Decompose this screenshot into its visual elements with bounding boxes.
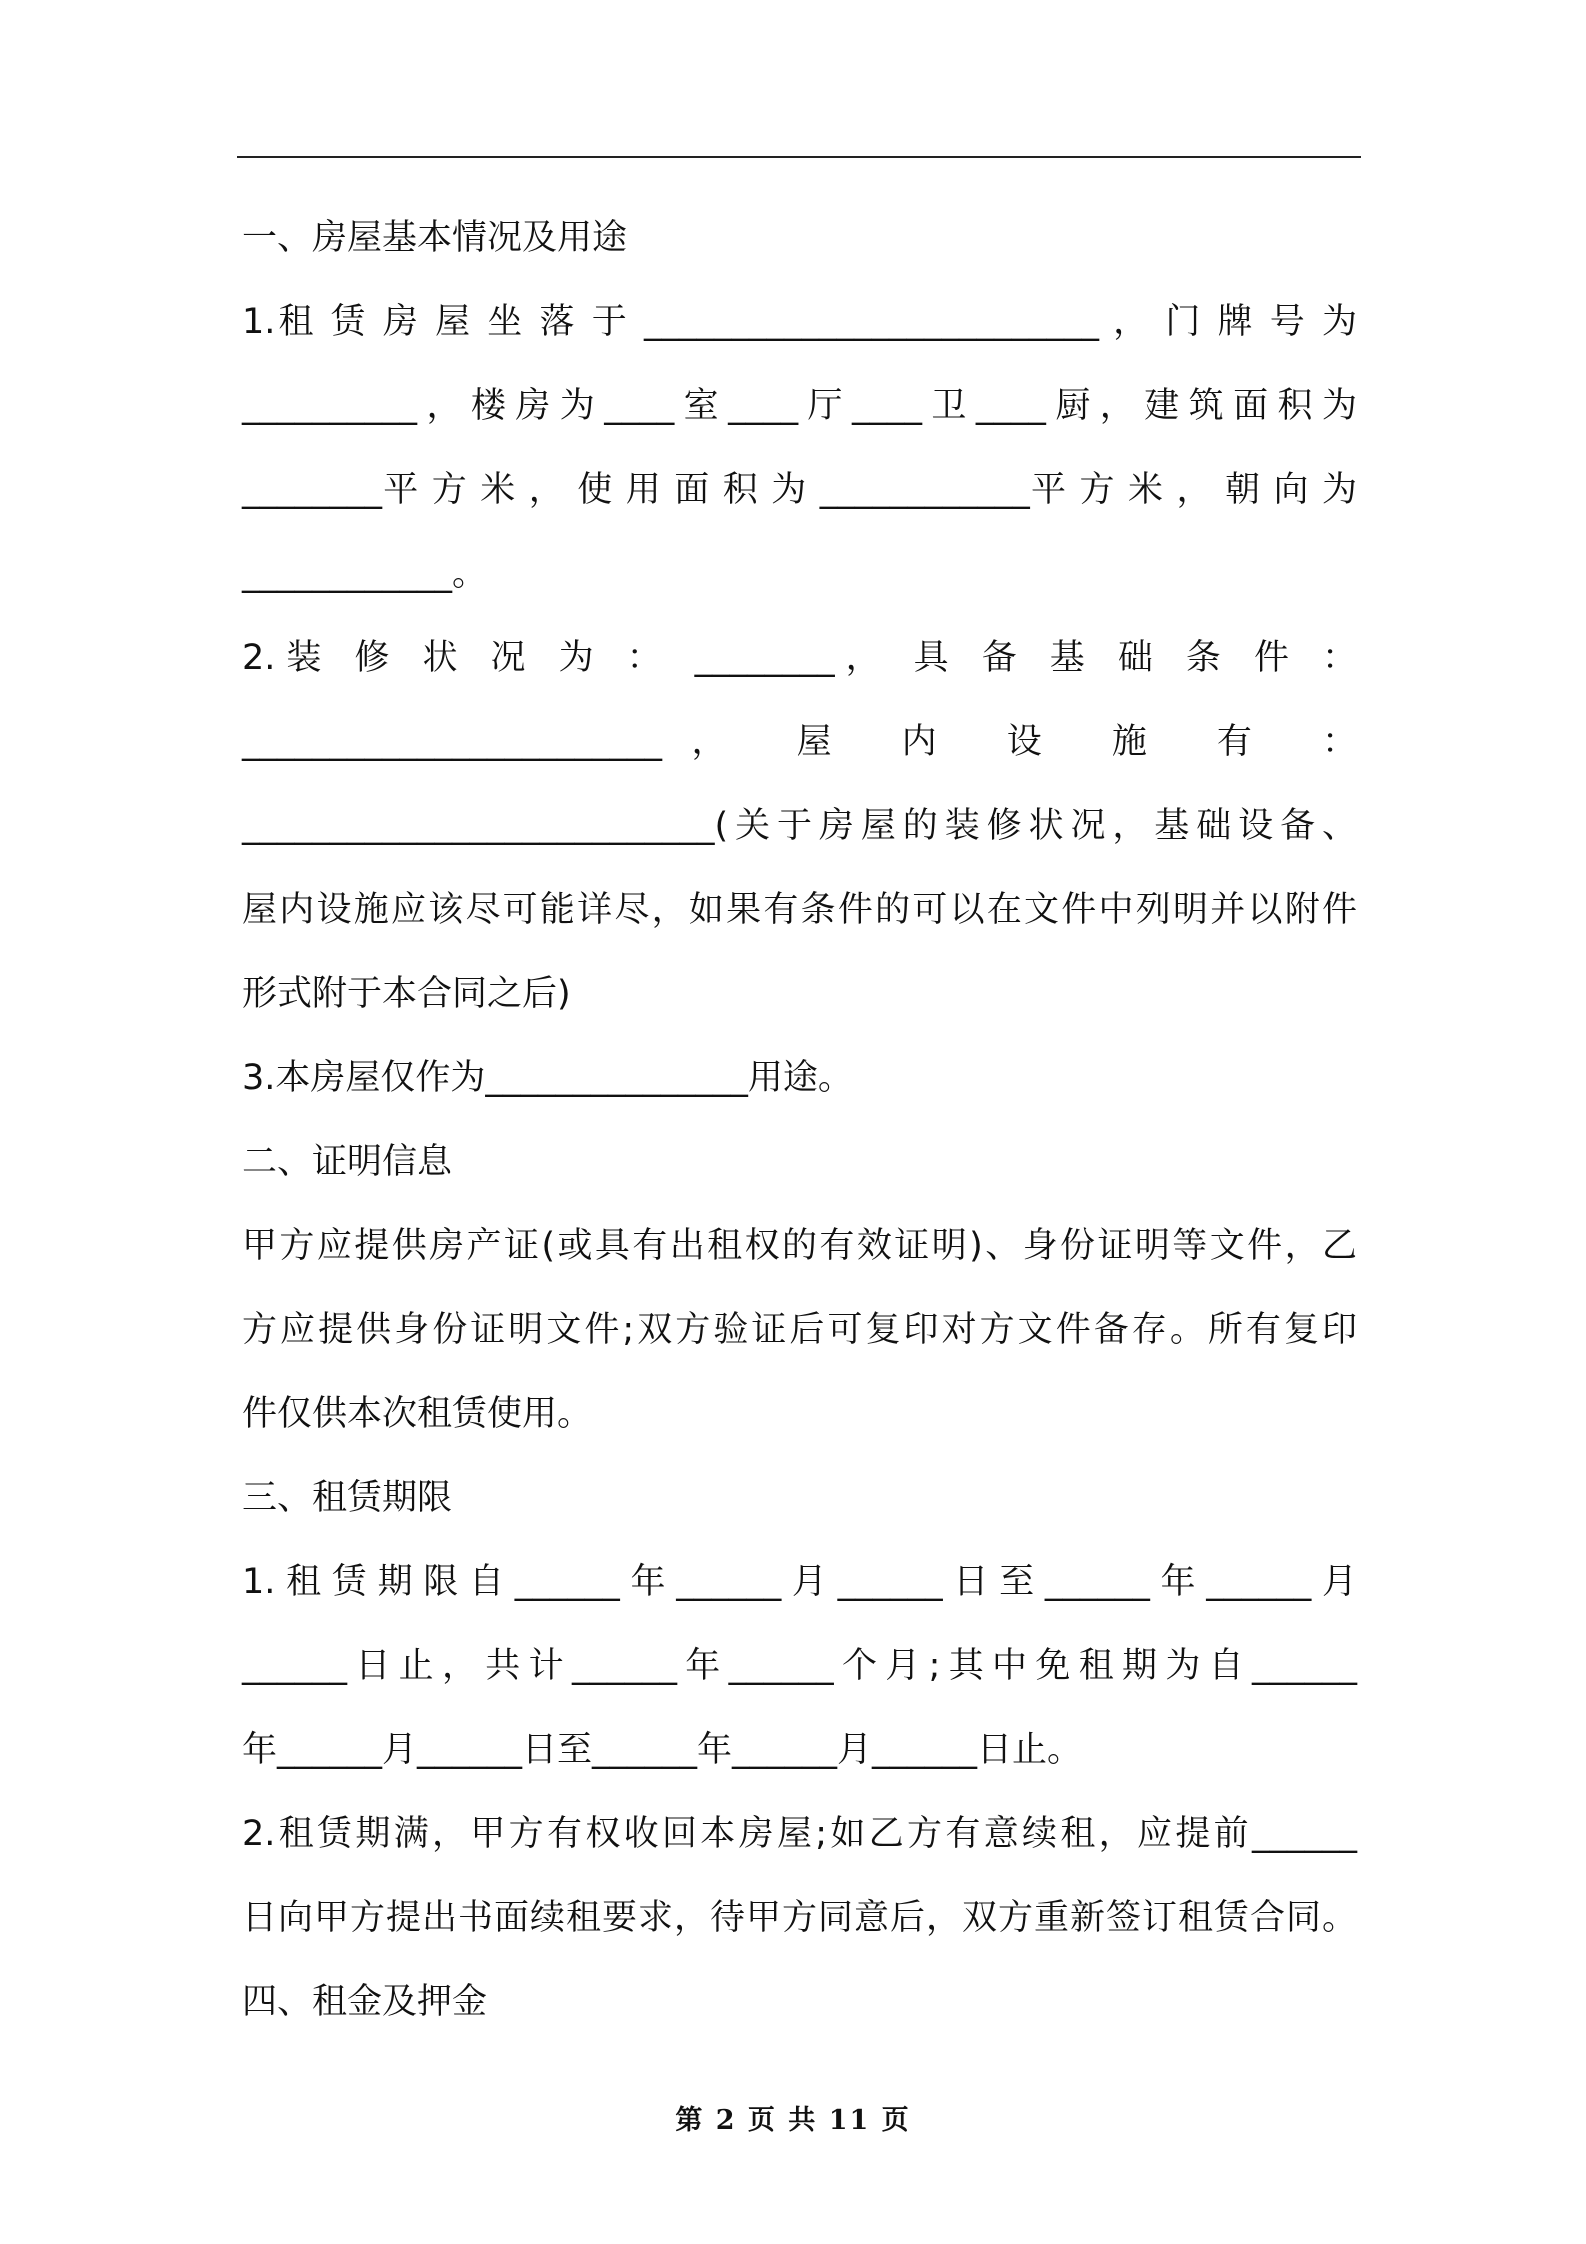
paragraph-line: __________，楼房为____室____厅____卫____厨，建筑面积为 — [242, 386, 1357, 426]
paragraph-line: 1.租 赁 房 屋 坐 落 于 __________________________ ， 门 牌 号 为 — [242, 302, 1357, 342]
paragraph-line: 方应提供身份证明文件;双方验证后可复印对方文件备存。所有复印 — [242, 1310, 1357, 1350]
paragraph-line: 2.租赁期满，甲方有权收回本房屋;如乙方有意续租，应提前______ — [242, 1814, 1357, 1854]
paragraph-line: 甲方应提供房产证(或具有出租权的有效证明)、身份证明等文件，乙 — [242, 1226, 1357, 1266]
section-heading-4: 四、租金及押金 — [242, 1982, 488, 2022]
section-heading-3: 三、租赁期限 — [242, 1478, 453, 1518]
document-body — [242, 196, 1357, 2044]
page-number-footer: 第 2 页 共 11 页 — [675, 2105, 911, 2136]
paragraph-line: ___________________________(关于房屋的装修状况，基础设备、 — [242, 806, 1357, 846]
paragraph-line: ________________________， 屋 内 设 施 有 ： — [242, 722, 1357, 762]
section-heading-1: 一、房屋基本情况及用途 — [242, 218, 628, 258]
paragraph-line: 日向甲方提出书面续租要求，待甲方同意后，双方重新签订租赁合同。 — [242, 1898, 1357, 1938]
header-rule — [237, 156, 1361, 158]
section-heading-2: 二、证明信息 — [242, 1142, 453, 1182]
paragraph-line: ____________。 — [242, 554, 488, 594]
paragraph-line: ________平 方 米 ， 使 用 面 积 为 ____________平 方 米 ， 朝 向 为 — [242, 470, 1357, 510]
paragraph-line: 件仅供本次租赁使用。 — [242, 1394, 593, 1434]
paragraph-line: 2.装 修 状 况 为 ： ________， 具 备 基 础 条 件 ： — [242, 638, 1357, 678]
paragraph-line: 年______月______日至______年______月______日止。 — [242, 1730, 1083, 1770]
paragraph-line: ______日止，共计______年______个月;其中免租期为自______ — [242, 1646, 1357, 1686]
paragraph-line: 屋内设施应该尽可能详尽，如果有条件的可以在文件中列明并以附件 — [242, 890, 1357, 930]
paragraph-line: 形式附于本合同之后) — [242, 974, 571, 1014]
paragraph-line: 3.本房屋仅作为_______________用途。 — [242, 1058, 853, 1098]
paragraph-line: 1.租赁期限自______年______月______日至______年______月 — [242, 1562, 1357, 1602]
